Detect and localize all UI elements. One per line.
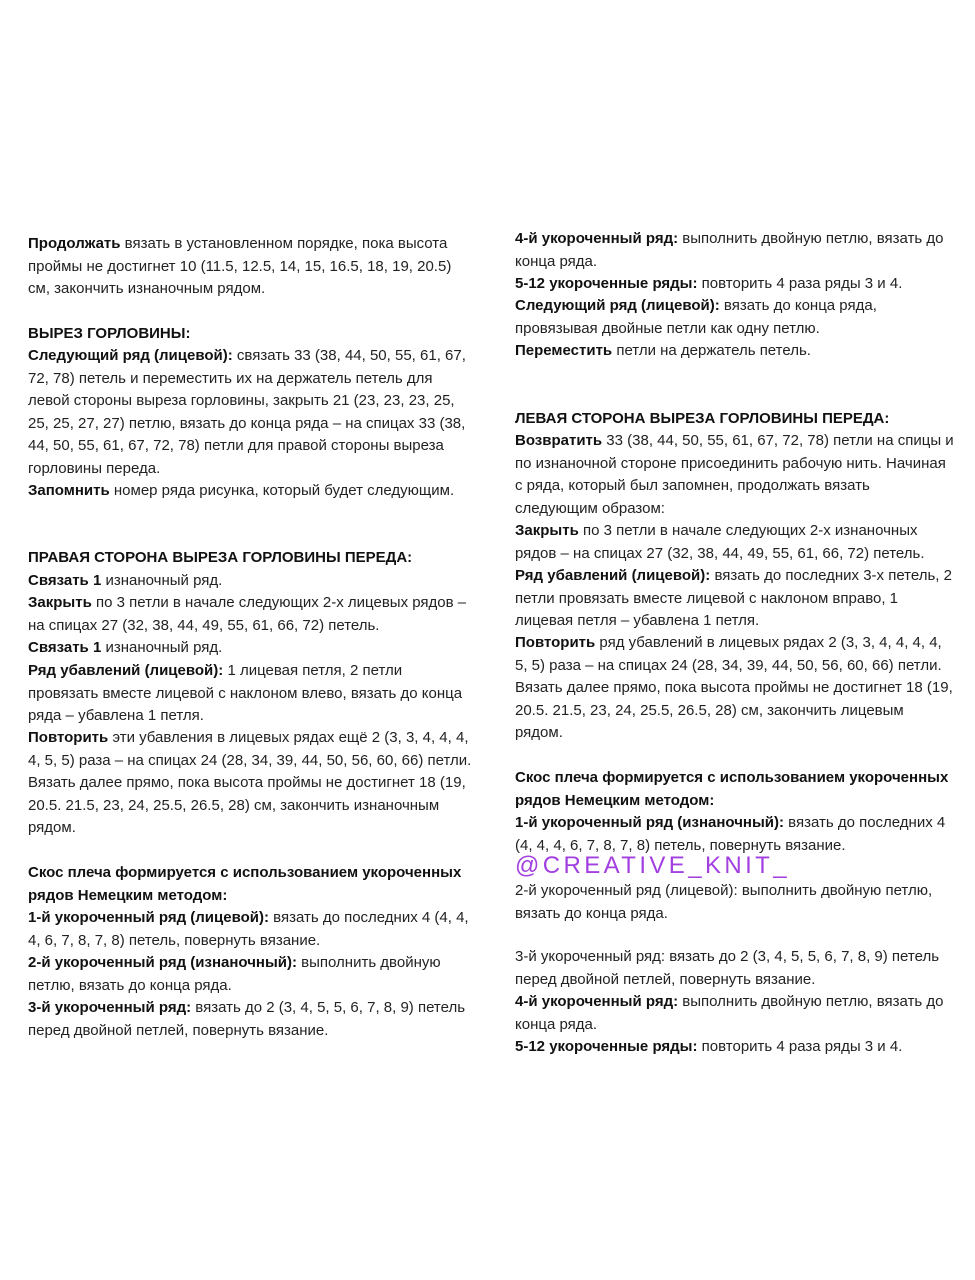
- section-heading-neckline: ВЫРЕЗ ГОРЛОВИНЫ:: [28, 325, 191, 342]
- paragraph-short-row-2: 2-й укороченный ряд (изнаночный): выполнить двойную петлю, вязать до конца ряда.: [28, 954, 441, 994]
- paragraph-short-row-4: 4-й укороченный ряд: выполнить двойную петлю, вязать до конца ряда.: [515, 230, 944, 270]
- paragraph-short-row-2-right: 2-й укороченный ряд (лицевой): выполнить двойную петлю, вязать до конца ряда.: [515, 882, 933, 922]
- paragraph-repeat-right: Повторить ряд убавлений в лицевых рядах 2 (3, 3, 4, 4, 4, 4, 5, 5) раза – на спицах 24 (28, 34, 39, 44, 50, 56, 60, 66) петли. Вязать далее прямо, пока высота проймы не достигнет 18 (19, 20.5. 21.5, 23, 24, 25.5, 26.5, 28) см, закончить лицевым рядом.: [515, 634, 953, 741]
- paragraph-short-row-1: 1-й укороченный ряд (лицевой): вязать до последних 4 (4, 4, 4, 6, 7, 8, 7, 8) петель, повернуть вязание.: [28, 909, 469, 949]
- section-heading-shoulder-right: Скос плеча формируется с использованием укороченных рядов Немецким методом:: [515, 769, 949, 809]
- section-heading-shoulder: Скос плеча формируется с использованием укороченных рядов Немецким методом:: [28, 864, 462, 904]
- paragraph-return: Возвратить 33 (38, 44, 50, 55, 61, 67, 72, 78) петли на спицы и по изнаночной стороне присоединить рабочую нить. Начиная с ряда, который был запомнен, продолжать вязать следующим образом:: [515, 432, 954, 517]
- paragraph-continue: Продолжать вязать в установленном порядке, пока высота проймы не достигнет 10 (11.5, 12.5, 14, 15, 16.5, 18, 19, 20.5) см, закончить изнаночным рядом.: [28, 235, 452, 297]
- paragraph-next-row-right: Следующий ряд (лицевой): вязать до конца ряда, провязывая двойные петли как одну петлю.: [515, 297, 877, 337]
- paragraph-bind-off: Закрыть по 3 петли в начале следующих 2-х лицевых рядов – на спицах 27 (32, 38, 44, 49, 55, 61, 66, 72) петель.: [28, 594, 467, 634]
- paragraph-short-rows-5-12-right: 5-12 укороченные ряды: повторить 4 раза ряды 3 и 4.: [515, 1038, 903, 1055]
- paragraph-short-rows-5-12: 5-12 укороченные ряды: повторить 4 раза ряды 3 и 4.: [515, 275, 903, 292]
- paragraph-repeat: Повторить эти убавления в лицевых рядах ещё 2 (3, 3, 4, 4, 4, 4, 5, 5) раза – на спицах 24 (28, 34, 39, 44, 50, 56, 60, 66) петли. Вязать далее прямо, пока высота проймы не достигнет 18 (19, 20.5. 21.5, 23, 24, 25.5, 26.5, 28) см, закончить изнаночным рядом.: [28, 729, 472, 836]
- paragraph-short-row-3: 3-й укороченный ряд: вязать до 2 (3, 4, 5, 5, 6, 7, 8, 9) петель перед двойной петлей, повернуть вязание.: [28, 999, 466, 1039]
- section-heading-right-side: ПРАВАЯ СТОРОНА ВЫРЕЗА ГОРЛОВИНЫ ПЕРЕДА:: [28, 549, 413, 566]
- paragraph-knit-one-wrong: Связать 1 изнаночный ряд.: [28, 572, 223, 589]
- watermark-handle: @CREATIVE_KNIT_: [515, 852, 790, 879]
- paragraph-remember: Запомнить номер ряда рисунка, который будет следующим.: [28, 482, 455, 499]
- paragraph-next-row: Следующий ряд (лицевой): связать 33 (38, 44, 50, 55, 61, 67, 72, 78) петель и переместить их на держатель петель для левой стороны выреза горловины, закрыть 21 (23, 23, 23, 25, 25, 25, 27, 27) петлю, вязать до конца ряда – на спицах 33 (38, 44, 50, 55, 61, 67, 72, 78) петли для правой стороны выреза горловины переда.: [28, 347, 466, 477]
- paragraph-short-row-1-right: 1-й укороченный ряд (изнаночный): вязать до последних 4 (4, 4, 4, 6, 7, 8, 7, 8) петель, повернуть вязание.: [515, 814, 946, 854]
- paragraph-short-row-4-right: 4-й укороченный ряд: выполнить двойную петлю, вязать до конца ряда.: [515, 993, 944, 1033]
- paragraph-knit-one-wrong-2: Связать 1 изнаночный ряд.: [28, 639, 223, 656]
- paragraph-bind-off-right: Закрыть по 3 петли в начале следующих 2-х изнаночных рядов – на спицах 27 (32, 38, 44, 49, 55, 61, 66, 72) петель.: [515, 522, 925, 562]
- paragraph-short-row-3-right: 3-й укороченный ряд: вязать до 2 (3, 4, 5, 5, 6, 7, 8, 9) петель перед двойной петлей, повернуть вязание.: [515, 948, 940, 988]
- section-heading-left-side: ЛЕВАЯ СТОРОНА ВЫРЕЗА ГОРЛОВИНЫ ПЕРЕДА:: [515, 410, 890, 427]
- paragraph-decrease-row-right: Ряд убавлений (лицевой): вязать до последних 3-х петель, 2 петли провязать вместе лицевой с наклоном вправо, 1 лицевая петля – убавлена 1 петля.: [515, 567, 952, 629]
- paragraph-decrease-row: Ряд убавлений (лицевой): 1 лицевая петля, 2 петли провязать вместе лицевой с наклоном влево, вязать до конца ряда – убавлена 1 петля.: [28, 662, 463, 724]
- paragraph-move-stitches: Переместить петли на держатель петель.: [515, 342, 811, 359]
